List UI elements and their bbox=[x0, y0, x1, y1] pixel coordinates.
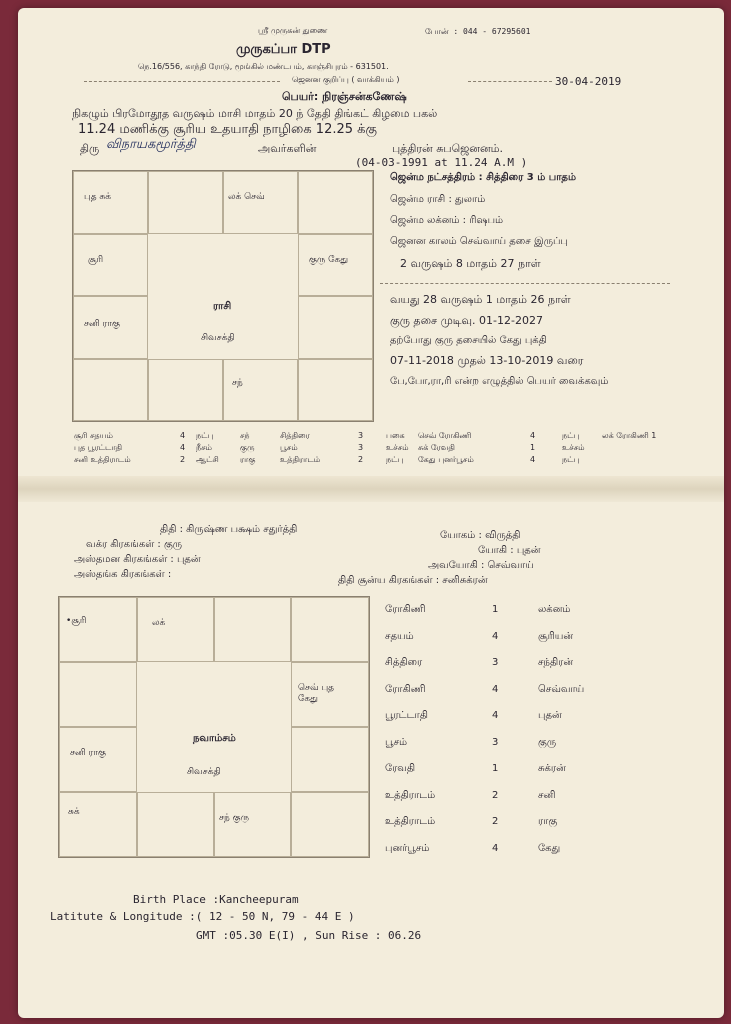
asthanga-planets: அஸ்தங்க கிரகங்கள் : bbox=[74, 569, 172, 580]
planet-row-3-col-2: 2 bbox=[180, 455, 186, 464]
planet-table-planet: கேது bbox=[538, 842, 561, 854]
rasi-cell-text: லக் செவ் bbox=[228, 192, 265, 202]
planet-row-1-col-3: நட்பு bbox=[196, 431, 214, 440]
navamsa-cell-text: •சூரி bbox=[66, 616, 87, 626]
planet-table-star: சித்திரை bbox=[385, 657, 423, 668]
yogam: யோகம் : விருத்தி bbox=[440, 530, 521, 541]
planet-table-star: ரேவதி bbox=[385, 763, 416, 774]
planet-table-star: புனர்பூசம் bbox=[385, 842, 430, 854]
birth-nakshatra: ஜென்ம நட்சத்திரம் : சித்திரை 3 ம் பாதம் bbox=[390, 172, 576, 183]
rasi-house-3 bbox=[223, 171, 298, 234]
vakra-planets: வக்ர கிரகங்கள் : குரு bbox=[86, 539, 183, 550]
planet-table-pada: 4 bbox=[492, 842, 499, 854]
intro-line-1: நிகழும் பிரமோதூத வருஷம் மாசி மாதம் 20 ந் தேதி திங்கட் கிழமை பகல் bbox=[72, 107, 438, 120]
planet-row-2-col-8: சுக் ரேவதி bbox=[418, 443, 455, 452]
planet-table-pada: 1 bbox=[492, 604, 499, 615]
intro-line-3-mid: அவர்களின் bbox=[258, 142, 317, 155]
planet-table-planet: சுக்ரன் bbox=[538, 763, 566, 774]
intro-line-2: 11.24 மணிக்கு சூரிய உதயாதி நாழிகை 12.25 க்கு bbox=[78, 122, 377, 137]
current-bhukti: தற்போது குரு தசையில் கேது புக்தி bbox=[390, 335, 547, 346]
rasi-house-9 bbox=[148, 359, 223, 421]
planet-row-3-col-7: நட்பு bbox=[386, 455, 404, 464]
navamsa-house-2 bbox=[137, 597, 214, 662]
birth-rasi: ஜென்ம ராசி : துலாம் bbox=[390, 194, 486, 205]
navamsa-house-3 bbox=[214, 597, 291, 662]
rasi-house-4 bbox=[298, 171, 373, 234]
planet-table-pada: 3 bbox=[492, 657, 499, 668]
rasi-cell-text: சனி ராகு bbox=[84, 319, 120, 329]
planet-table-pada: 2 bbox=[492, 789, 499, 801]
planet-row-2-col-6: 3 bbox=[358, 443, 364, 452]
phone-number: போன் : 044 - 67295601 bbox=[425, 27, 531, 36]
navamsa-house-8 bbox=[214, 792, 291, 857]
planet-row-2-col-9: 1 bbox=[530, 443, 536, 452]
shop-address: நெ.16/556, காந்தி ரோடு, மூங்கில் மண்டபம், காஞ்சிபுரம் - 631501. bbox=[138, 62, 389, 71]
header-divider-left bbox=[84, 81, 280, 82]
shop-name: முருகப்பா DTP bbox=[236, 42, 331, 57]
planet-row-2-col-7: உச்சம் bbox=[386, 443, 409, 452]
rasi-house-2 bbox=[148, 171, 223, 234]
native-age: வயது 28 வருஷம் 1 மாதம் 26 நாள் bbox=[390, 293, 571, 306]
rasi-house-7 bbox=[298, 359, 373, 421]
planet-row-2-col-1: புத பூரட்டாதி bbox=[74, 443, 123, 452]
planet-row-1-col-8: செவ் ரோகிணி bbox=[418, 431, 472, 440]
avayogi: அவயோகி : செவ்வாய் bbox=[428, 560, 534, 571]
father-name-handwritten: விநாயகமூர்த்தி bbox=[106, 137, 196, 152]
paper-fold bbox=[18, 476, 724, 502]
planet-table-pada: 1 bbox=[492, 763, 499, 774]
planet-table-star: உத்திராடம் bbox=[385, 789, 436, 801]
planet-row-3-col-3: ஆட்சி bbox=[196, 455, 219, 464]
info-divider bbox=[380, 283, 670, 284]
rasi-house-11 bbox=[73, 296, 148, 359]
rasi-house-6 bbox=[298, 296, 373, 359]
navamsa-chart-subtitle: சிவசக்தி bbox=[187, 767, 221, 777]
document-date: 30-04-2019 bbox=[555, 75, 622, 88]
planet-table-pada: 4 bbox=[492, 630, 499, 642]
navamsa-house-11 bbox=[59, 727, 137, 792]
navamsa-house-1 bbox=[59, 597, 137, 662]
rasi-house-1 bbox=[73, 171, 148, 234]
planet-table-pada: 4 bbox=[492, 683, 499, 695]
navamsa-chart bbox=[58, 596, 370, 858]
planet-table-star: உத்திராடம் bbox=[385, 816, 436, 827]
asthamana-planets: அஸ்தமன கிரகங்கள் : புதன் bbox=[74, 554, 201, 565]
planet-table-planet: குரு bbox=[538, 736, 557, 748]
planet-table-star: பூரட்டாதி bbox=[385, 710, 428, 721]
thithi: திதி : கிருஷ்ண பக்ஷம் சதுர்த்தி bbox=[160, 524, 298, 535]
navamsa-house-6 bbox=[291, 727, 369, 792]
planet-row-3-col-8: கேது புனர்பூசம் bbox=[418, 455, 474, 464]
navamsa-house-7 bbox=[291, 792, 369, 857]
planet-table-planet: சனி bbox=[538, 789, 556, 801]
planet-row-1-col-2: 4 bbox=[180, 431, 186, 440]
rasi-house-10 bbox=[73, 359, 148, 421]
planet-table-pada: 3 bbox=[492, 736, 499, 748]
planet-row-2-col-2: 4 bbox=[180, 443, 186, 452]
planet-table-planet: சந்திரன் bbox=[538, 657, 574, 668]
planet-table-star: பூசம் bbox=[385, 736, 408, 748]
intro-title-prefix: திரு bbox=[80, 142, 100, 155]
navamsa-cell-text: சனி ராகு bbox=[70, 748, 106, 758]
navamsa-cell-text: சந் குரு bbox=[219, 813, 249, 823]
native-name: பெயர்: நிரஞ்சன்கணேஷ் bbox=[282, 90, 407, 103]
planet-row-3-col-6: 2 bbox=[358, 455, 364, 464]
planet-row-1-col-9: 4 bbox=[530, 431, 536, 440]
birth-lagnam: ஜென்ம லக்னம் : ரிஷபம் bbox=[390, 215, 504, 226]
rasi-house-5 bbox=[298, 234, 373, 296]
dasa-balance-value: 2 வருஷம் 8 மாதம் 27 நாள் bbox=[400, 257, 541, 270]
planet-table-star: ரோகிணி bbox=[385, 683, 426, 695]
navamsa-cell-text: சுக் bbox=[68, 807, 80, 817]
planet-table-planet: ராகு bbox=[538, 816, 558, 827]
planet-row-1-col-1: சூரி சதயம் bbox=[74, 431, 113, 440]
rasi-cell-text: சூரி bbox=[88, 255, 104, 265]
planet-row-1-col-4: சந் bbox=[240, 431, 250, 440]
planet-table-planet: புதன் bbox=[538, 710, 562, 721]
header-divider-right bbox=[468, 81, 552, 82]
planet-row-3-col-10: நட்பு bbox=[562, 455, 580, 464]
planet-row-1-col-5: சித்திரை bbox=[280, 431, 310, 440]
planet-row-3-col-5: உத்திராடம் bbox=[280, 455, 321, 464]
rasi-chart bbox=[72, 170, 374, 422]
planet-row-1-col-10: நட்பு bbox=[562, 431, 580, 440]
name-letters: பே,போ,ரா,ரி என்ற எழுத்தில் பெயர் வைக்கவும் bbox=[390, 376, 609, 387]
planet-row-2-col-5: பூசம் bbox=[280, 443, 298, 452]
planet-row-1-col-7: பகை bbox=[386, 431, 405, 440]
navamsa-cell-text: செவ் புத கேது bbox=[298, 683, 335, 704]
planet-row-3-col-1: சனி உத்திராடம் bbox=[74, 455, 131, 464]
navamsa-house-9 bbox=[137, 792, 214, 857]
rasi-cell-text: சந் bbox=[232, 378, 243, 388]
rasi-cell-text: புத சுக் bbox=[84, 192, 112, 202]
planet-table-star: ரோகிணி bbox=[385, 604, 426, 615]
navamsa-house-12 bbox=[59, 662, 137, 727]
planet-row-2-col-4: குரு bbox=[240, 443, 255, 452]
planet-row-1-col-11: லக் ரோகிணி 1 bbox=[602, 431, 657, 440]
planet-row-3-col-4: ராகு bbox=[240, 455, 256, 464]
navamsa-house-5 bbox=[291, 662, 369, 727]
intro-line-3-suffix: புத்திரன் சுபஜெனனம். bbox=[392, 142, 503, 155]
yogi: யோகி : புதன் bbox=[478, 545, 541, 556]
rasi-cell-text: குரு கேது bbox=[309, 255, 349, 265]
navamsa-chart-title: நவாம்சம் bbox=[193, 733, 236, 744]
rasi-house-12 bbox=[73, 234, 148, 296]
planet-row-2-col-10: உச்சம் bbox=[562, 443, 585, 452]
planet-table-star: சதயம் bbox=[385, 630, 414, 642]
navamsa-cell-text: லக் bbox=[152, 618, 166, 628]
rasi-chart-title: ராசி bbox=[213, 301, 232, 312]
document-title: ஜெனன குறிப்பு ( வாக்கியம் ) bbox=[292, 75, 400, 84]
gmt-sunrise: GMT :05.30 E(I) , Sun Rise : 06.26 bbox=[196, 929, 422, 942]
top-blessing: ஸ்ரீ முருகன் துணை bbox=[258, 26, 328, 35]
planet-row-3-col-9: 4 bbox=[530, 455, 536, 464]
dasa-balance-label: ஜெனன காலம் செவ்வாய் தசை இருப்பு bbox=[390, 236, 568, 247]
thithi-soonya: திதி சூன்ய கிரகங்கள் : சனிசுக்ரன் bbox=[338, 575, 488, 586]
planet-table-pada: 2 bbox=[492, 816, 499, 827]
latitude-longitude: Latitute & Longitude :( 12 - 50 N, 79 - 44 E ) bbox=[50, 910, 355, 923]
navamsa-house-4 bbox=[291, 597, 369, 662]
birth-datetime: (04-03-1991 at 11.24 A.M ) bbox=[355, 156, 528, 169]
planet-table-pada: 4 bbox=[492, 710, 499, 721]
planet-table-planet: சூரியன் bbox=[538, 630, 574, 642]
rasi-chart-subtitle: சிவசக்தி bbox=[201, 333, 235, 343]
planet-row-1-col-6: 3 bbox=[358, 431, 364, 440]
planet-table-planet: செவ்வாய் bbox=[538, 683, 585, 695]
bhukti-range: 07-11-2018 முதல் 13-10-2019 வரை bbox=[390, 354, 584, 367]
planet-row-2-col-3: நீசம் bbox=[196, 443, 212, 452]
planet-table-planet: லக்னம் bbox=[538, 604, 571, 615]
navamsa-house-10 bbox=[59, 792, 137, 857]
rasi-house-8 bbox=[223, 359, 298, 421]
birth-place: Birth Place :Kancheepuram bbox=[133, 893, 299, 906]
guru-dasa-end: குரு தசை முடிவு. 01-12-2027 bbox=[390, 314, 543, 327]
